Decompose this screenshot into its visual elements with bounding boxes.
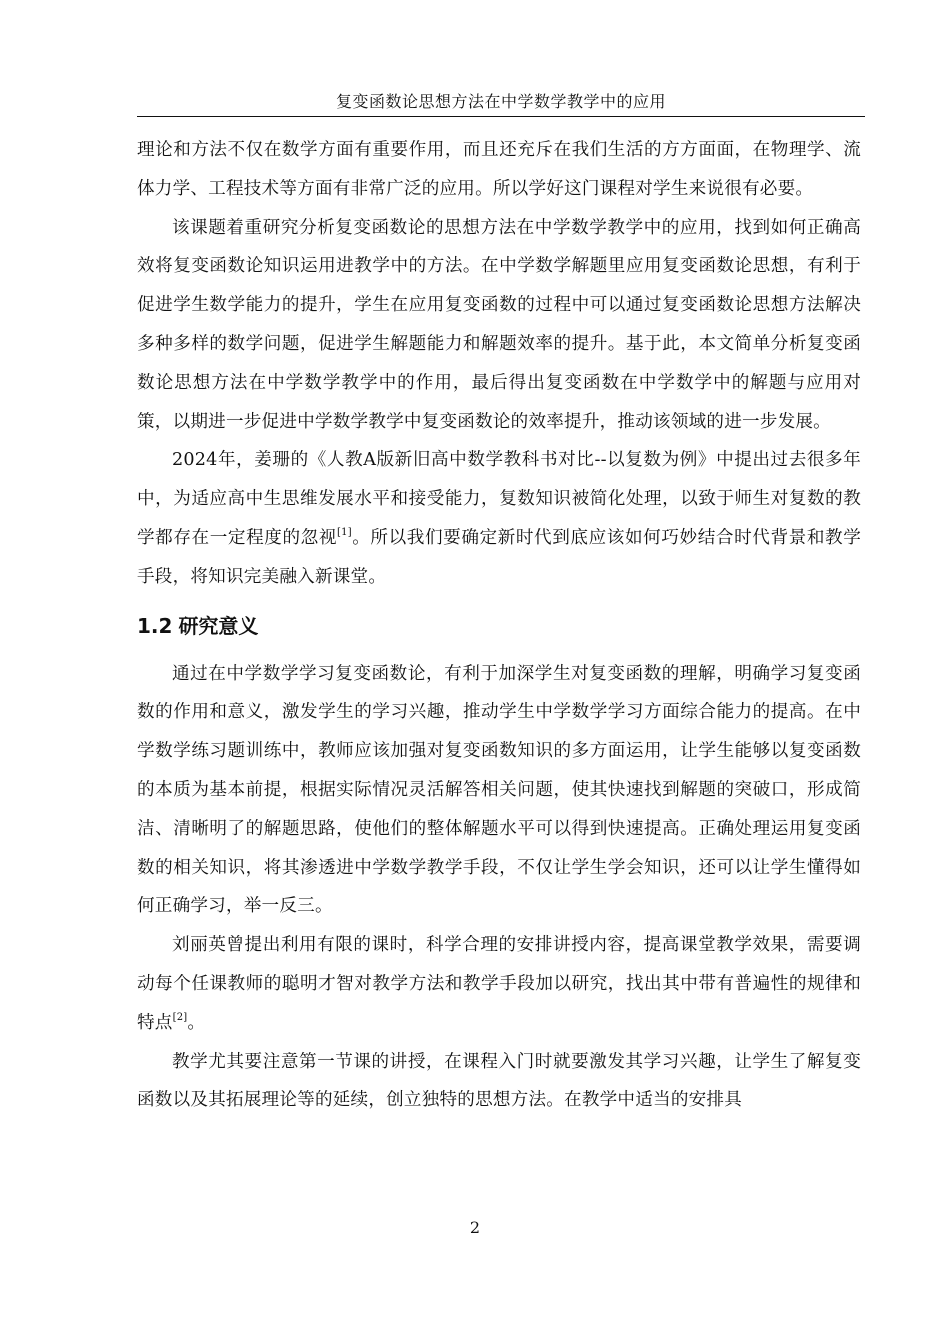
paragraph-research-topic: 该课题着重研究分析复变函数论的思想方法在中学数学教学中的应用，找到如何正确高效将复变函数论知识运用进教学中的方法。在中学数学解题里应用复变函数论思想，有利于促进学生数学能力的提升，学生在应用复变函数的过程中可以通过复变函数论思想方法解决多种多样的数学问题，促进学生解题能力和解题效率的提升。基于此，本文简单分析复变函数论思想方法在中学数学教学中的作用，最后得出复变函数在中学数学中的解题与应用对策，以期进一步促进中学数学教学中复变函数论的效率提升，推动该领域的进一步发展。 [137, 217, 861, 432]
paragraph-text-after-citation: 。 [187, 1012, 206, 1033]
paragraph-text-before-citation: 2024年，姜珊的《人教A版新旧高中数学教科书对比--以复数为例》中提出过去很多年中，为适应高中生思维发展水平和接受能力，复数知识被简化处理，以致于师生对复数的教学都存在一定程度的忽视 [137, 450, 861, 548]
body-text [137, 131, 861, 1120]
running-header: 复变函数论思想方法在中学数学教学中的应用 [335, 92, 666, 111]
paragraph-continued: 理论和方法不仅在数学方面有重要作用，而且还充斥在我们生活的方方面面，在物理学、流体力学、工程技术等方面有非常广泛的应用。所以学好这门课程对学生来说很有必要。 [137, 140, 861, 199]
citation-2: [2] [172, 1011, 188, 1023]
paragraph-jiang-shan-2024 [137, 441, 861, 596]
paragraph-research-significance: 通过在中学数学学习复变函数论，有利于加深学生对复变函数的理解，明确学习复变函数的作用和意义，激发学生的学习兴趣，推动学生中学数学学习方面综合能力的提高。在中学数学练习题训练中，教师应该加强对复变函数知识的多方面运用，让学生能够以复变函数的本质为基本前提，根据实际情况灵活解答相关问题，使其快速找到解题的突破口，形成简洁、清晰明了的解题思路，使他们的整体解题水平可以得到快速提高。正确处理运用复变函数的相关知识，将其渗透进中学数学教学手段，不仅让学生学会知识，还可以让学生懂得如何正确学习，举一反三。 [137, 663, 861, 917]
paragraph-text-before-citation: 刘丽英曾提出利用有限的课时，科学合理的安排讲授内容，提高课堂教学效果，需要调动每个任课教师的聪明才智对教学方法和教学手段加以研究，找出其中带有普遍性的规律和特点 [137, 935, 861, 1033]
page-number: 2 [469, 1218, 481, 1237]
section-heading [137, 597, 861, 655]
paragraph-text-after-citation: 。所以我们要确定新时代到底应该如何巧妙结合时代背景和教学手段，将知识完美融入新课堂。 [137, 527, 862, 587]
citation-1: [1] [337, 526, 352, 538]
header-rule [137, 116, 865, 117]
section-title: 研究意义 [178, 613, 259, 638]
paragraph-first-lesson: 教学尤其要注意第一节课的讲授，在课程入门时就要激发其学习兴趣，让学生了解复变函数以及其拓展理论等的延续，创立独特的思想方法。在教学中适当的安排具 [137, 1051, 861, 1111]
paragraph-liu-liying [137, 926, 861, 1042]
section-number: 1.2 [137, 613, 173, 638]
